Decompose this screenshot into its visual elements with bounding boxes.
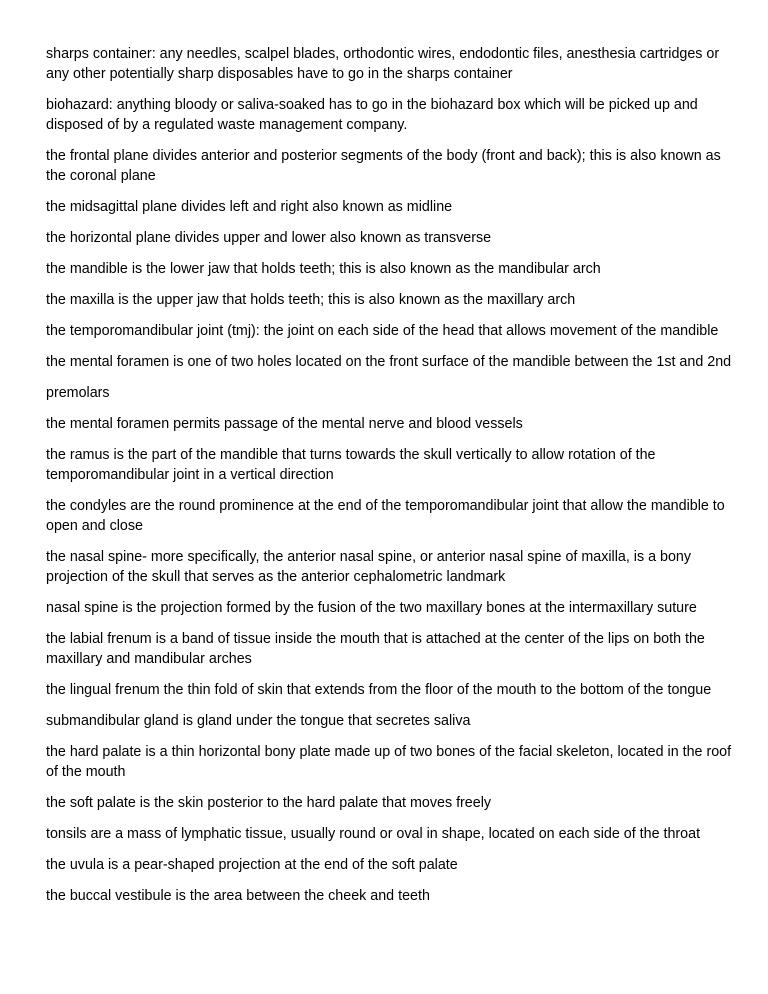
paragraph-horizontal-plane: the horizontal plane divides upper and lower also known as transverse <box>46 230 492 246</box>
paragraph-tmj: the temporomandibular joint (tmj): the joint on each side of the head that allows movement of the mandible <box>46 323 719 339</box>
paragraph-premolars: premolars <box>46 385 110 401</box>
paragraph-mental-foramen-location: the mental foramen is one of two holes located on the front surface of the mandible between the 1st and 2nd <box>46 354 732 370</box>
paragraph-lingual-frenum: the lingual frenum the thin fold of skin that extends from the floor of the mouth to the bottom of the tongue <box>46 682 712 698</box>
paragraph-midsagittal-plane: the midsagittal plane divides left and right also known as midline <box>46 199 453 215</box>
paragraph-condyles: the condyles are the round prominence at the end of the temporomandibular joint that allow the mandible to open and close <box>46 498 725 534</box>
paragraph-sharps-container: sharps container: any needles, scalpel blades, orthodontic wires, endodontic files, anesthesia cartridges or any other potentially sharp disposables have to go in the sharps container <box>46 46 720 82</box>
document-page <box>46 44 736 917</box>
paragraph-biohazard: biohazard: anything bloody or saliva-soaked has to go in the biohazard box which will be picked up and disposed of by a regulated waste management company. <box>46 97 698 133</box>
paragraph-soft-palate: the soft palate is the skin posterior to the hard palate that moves freely <box>46 795 492 811</box>
paragraph-tonsils: tonsils are a mass of lymphatic tissue, usually round or oval in shape, located on each side of the throat <box>46 826 701 842</box>
paragraph-labial-frenum: the labial frenum is a band of tissue inside the mouth that is attached at the center of the lips on both the maxillary and mandibular arches <box>46 631 705 667</box>
paragraph-nasal-spine: nasal spine is the projection formed by the fusion of the two maxillary bones at the intermaxillary suture <box>46 600 697 616</box>
paragraph-mandible: the mandible is the lower jaw that holds teeth; this is also known as the mandibular arch <box>46 261 601 277</box>
paragraph-frontal-plane: the frontal plane divides anterior and posterior segments of the body (front and back); this is also known as the coronal plane <box>46 148 721 184</box>
paragraph-maxilla: the maxilla is the upper jaw that holds teeth; this is also known as the maxillary arch <box>46 292 576 308</box>
paragraph-ramus: the ramus is the part of the mandible that turns towards the skull vertically to allow rotation of the temporomandibular joint in a vertical direction <box>46 447 656 483</box>
paragraph-anterior-nasal-spine: the nasal spine- more specifically, the anterior nasal spine, or anterior nasal spine of maxilla, is a bony projection of the skull that serves as the anterior cephalometric landmark <box>46 549 692 585</box>
paragraph-submandibular-gland: submandibular gland is gland under the tongue that secretes saliva <box>46 713 471 729</box>
paragraph-hard-palate: the hard palate is a thin horizontal bony plate made up of two bones of the facial skeleton, located in the roof of the mouth <box>46 744 732 780</box>
paragraph-uvula: the uvula is a pear-shaped projection at the end of the soft palate <box>46 857 458 873</box>
paragraph-mental-foramen-passage: the mental foramen permits passage of the mental nerve and blood vessels <box>46 416 523 432</box>
paragraph-buccal-vestibule: the buccal vestibule is the area between the cheek and teeth <box>46 888 430 904</box>
